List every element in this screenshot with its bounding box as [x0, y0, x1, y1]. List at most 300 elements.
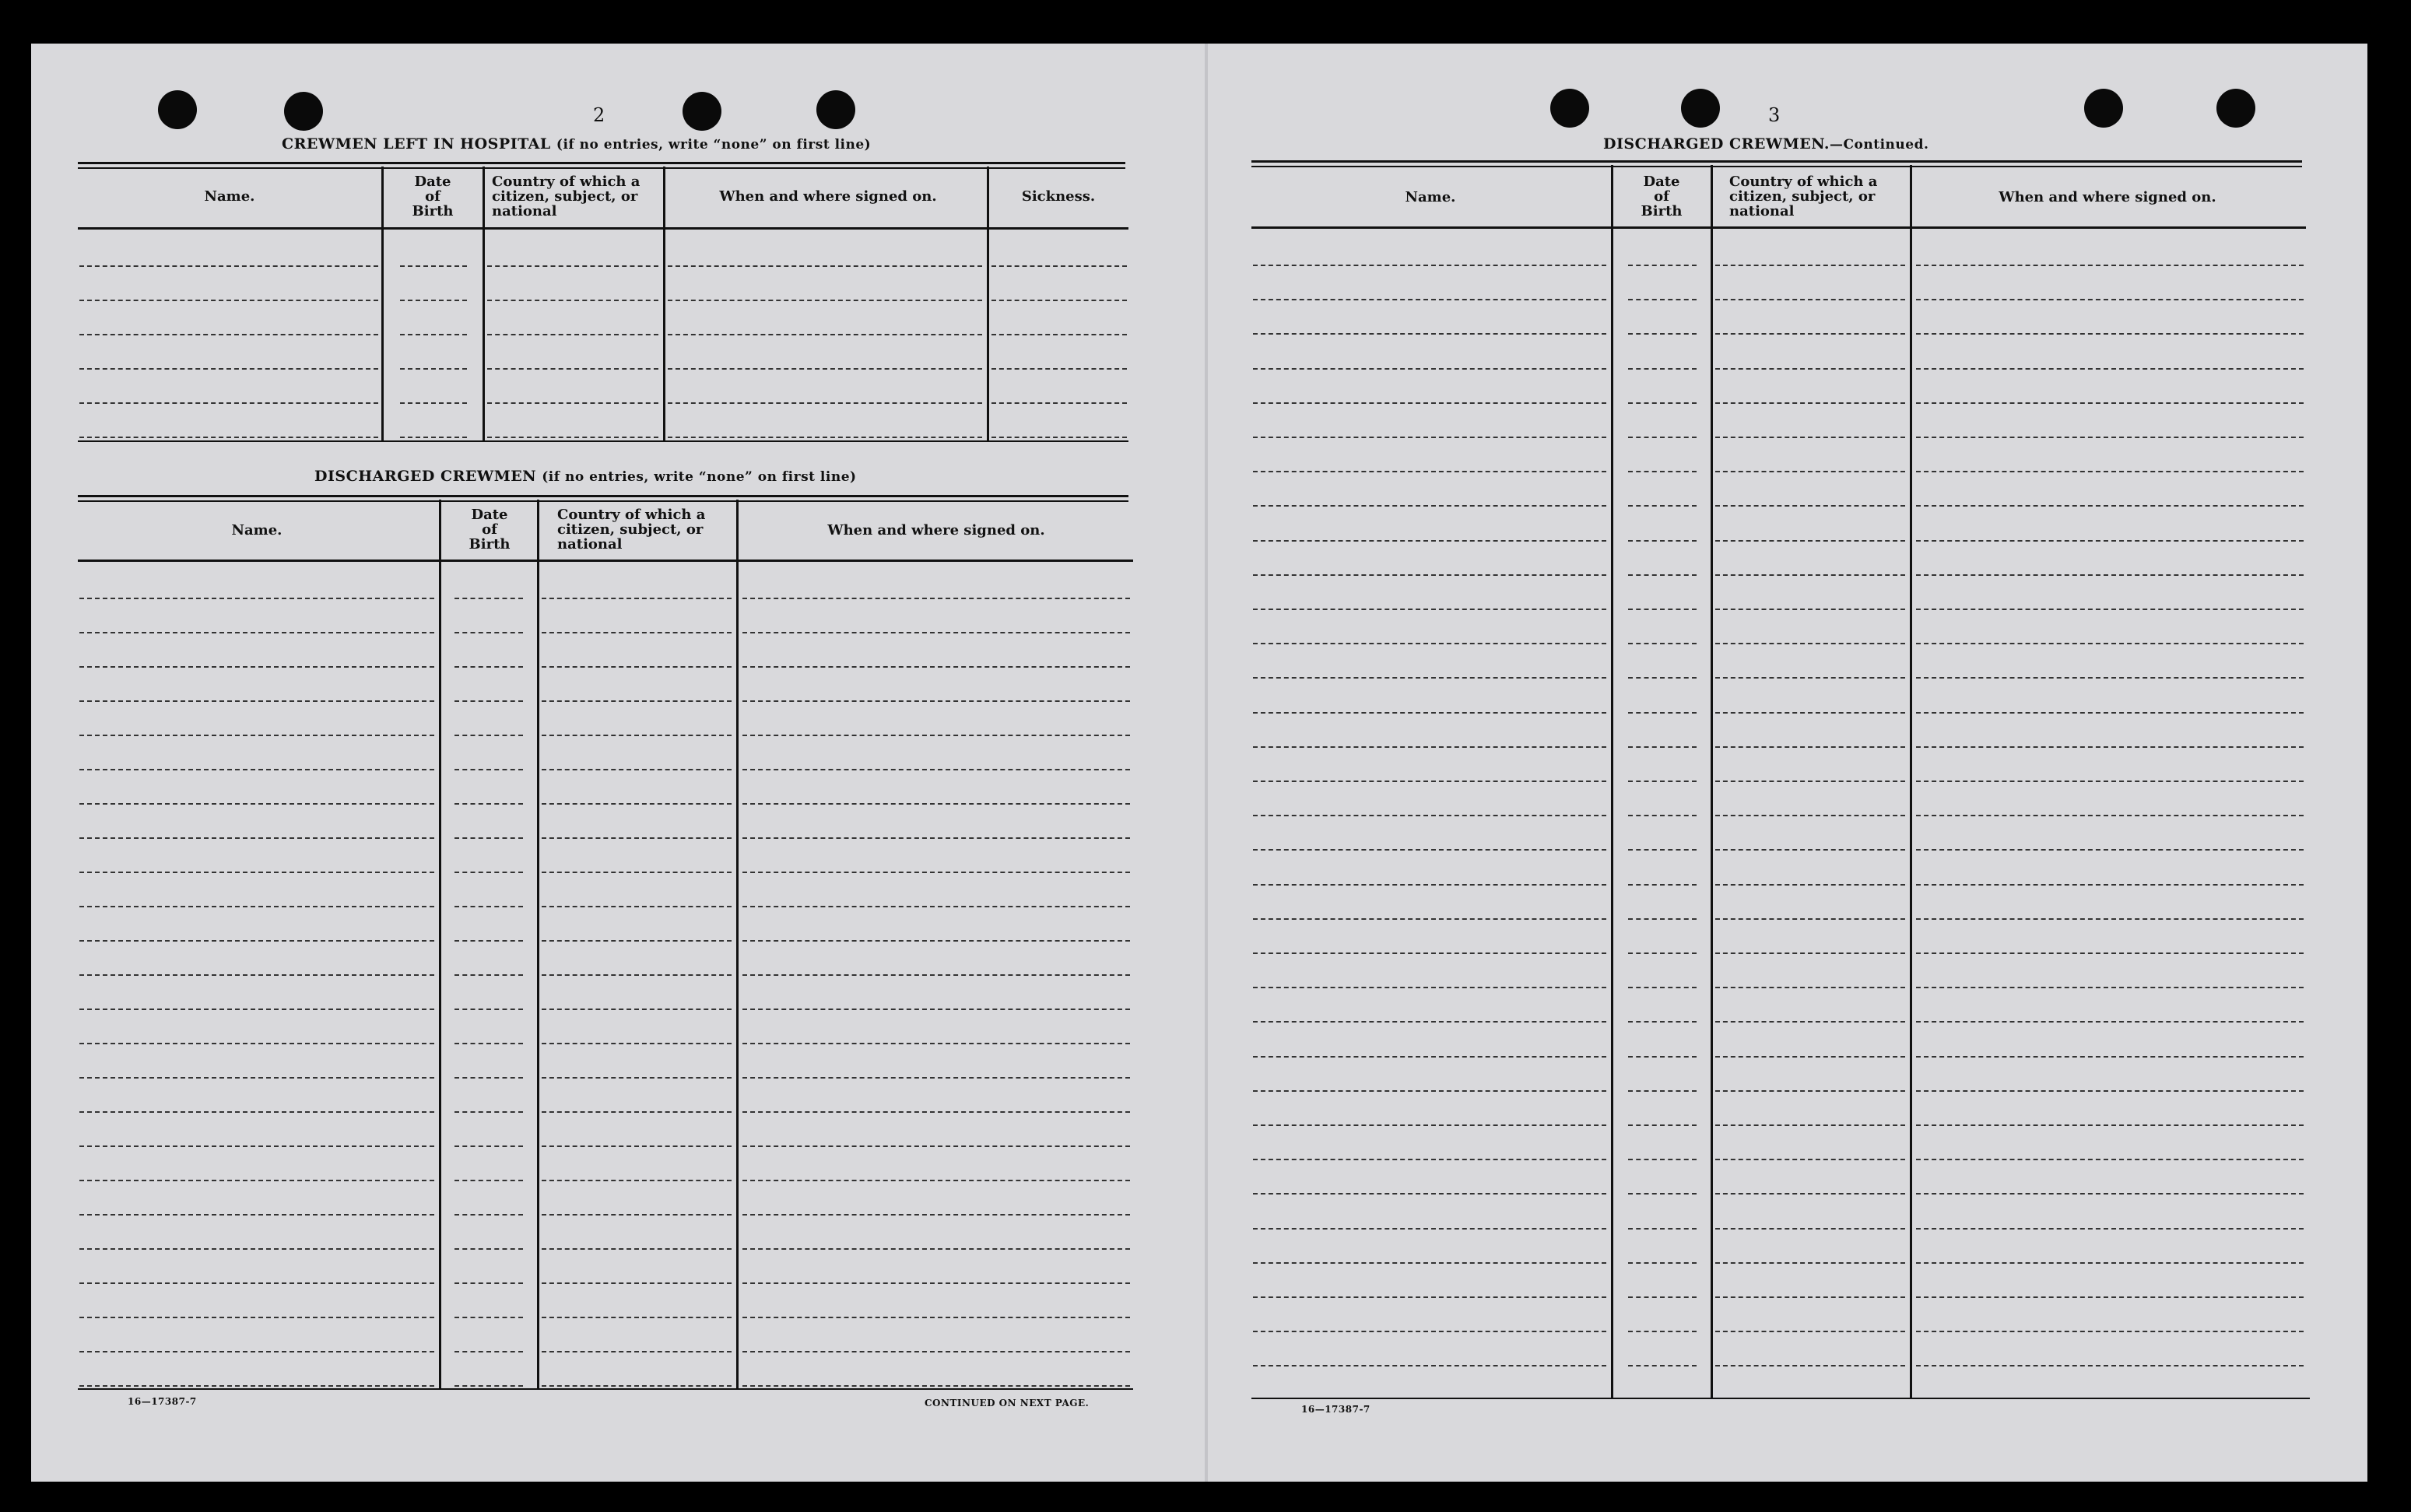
continued-column-divider [1711, 165, 1713, 1398]
continued-entry-line[interactable] [1916, 1124, 2304, 1126]
discharged-entry-line[interactable] [454, 735, 523, 736]
hospital-entry-line[interactable] [79, 402, 378, 404]
discharged-entry-line[interactable] [542, 906, 732, 907]
discharged-entry-line[interactable] [542, 1111, 732, 1113]
continued-entry-line[interactable] [1628, 333, 1697, 335]
discharged-entry-line[interactable] [542, 598, 732, 599]
hospital-entry-line[interactable] [487, 437, 658, 438]
discharged-entry-line[interactable] [79, 1180, 434, 1181]
continued-entry-line[interactable] [1715, 505, 1905, 507]
continued-entry-line[interactable] [1916, 643, 2304, 644]
discharged-entry-line[interactable] [454, 940, 523, 942]
continued-entry-line[interactable] [1916, 849, 2304, 851]
hospital-entry-line[interactable] [991, 300, 1127, 301]
punch-hole [284, 92, 323, 131]
discharged-entry-line[interactable] [79, 1317, 434, 1318]
continued-entry-line[interactable] [1628, 1090, 1697, 1092]
continued-entry-line[interactable] [1253, 746, 1606, 748]
hospital-entry-line[interactable] [79, 334, 378, 335]
hospital-title-text: CREWMEN LEFT IN HOSPITAL [282, 135, 551, 153]
continued-entry-line[interactable] [1715, 574, 1905, 576]
discharged-entry-line[interactable] [454, 666, 523, 668]
continued-entry-line[interactable] [1916, 815, 2304, 816]
discharged-entry-line[interactable] [79, 906, 434, 907]
discharged-entry-line[interactable] [79, 1351, 434, 1352]
hospital-entry-line[interactable] [991, 265, 1127, 267]
continued-entry-line[interactable] [1916, 333, 2304, 335]
discharged-entry-line[interactable] [542, 1043, 732, 1044]
discharged-entry-line[interactable] [742, 1351, 1130, 1352]
discharged-entry-line[interactable] [79, 666, 434, 668]
continued-entry-line[interactable] [1253, 1193, 1606, 1195]
hospital-entry-line[interactable] [487, 265, 658, 267]
discharged-entry-line[interactable] [454, 837, 523, 839]
punch-hole [2084, 89, 2123, 128]
hospital-entry-line[interactable] [487, 300, 658, 301]
continued-entry-line[interactable] [1916, 1262, 2304, 1264]
discharged-entry-line[interactable] [454, 1282, 523, 1284]
continued-entry-line[interactable] [1916, 918, 2304, 920]
punch-hole [158, 90, 197, 129]
discharged-entry-line[interactable] [542, 940, 732, 942]
continued-entry-line[interactable] [1916, 609, 2304, 610]
continued-entry-line[interactable] [1916, 437, 2304, 438]
discharged-entry-line[interactable] [454, 1180, 523, 1181]
discharged-entry-line[interactable] [742, 1385, 1130, 1387]
continued-entry-line[interactable] [1253, 1331, 1606, 1332]
hospital-column-divider [483, 167, 485, 440]
discharged-entry-line[interactable] [742, 1145, 1130, 1147]
discharged-entry-line[interactable] [742, 666, 1130, 668]
discharged-entry-line[interactable] [542, 700, 732, 702]
discharged-col-name-header: Name. [231, 522, 283, 538]
continued-entry-line[interactable] [1253, 1159, 1606, 1160]
continued-entry-line[interactable] [1253, 1090, 1606, 1092]
continued-entry-line[interactable] [1715, 1193, 1905, 1195]
discharged-entry-line[interactable] [79, 1248, 434, 1250]
hospital-entry-line[interactable] [400, 265, 467, 267]
discharged-entry-line[interactable] [454, 1214, 523, 1216]
continued-entry-line[interactable] [1916, 368, 2304, 370]
hospital-header-rule [78, 227, 1128, 230]
continued-entry-line[interactable] [1715, 677, 1905, 679]
discharged-entry-line[interactable] [454, 803, 523, 805]
punch-hole [683, 92, 721, 131]
discharged-entry-line[interactable] [742, 1009, 1130, 1010]
hospital-bottom-rule [78, 440, 1128, 442]
discharged-entry-line[interactable] [79, 1043, 434, 1044]
hospital-section-title [282, 135, 871, 153]
continued-entry-line[interactable] [1253, 402, 1606, 404]
hospital-entry-line[interactable] [991, 402, 1127, 404]
continued-entry-line[interactable] [1628, 368, 1697, 370]
discharged-entry-line[interactable] [542, 1180, 732, 1181]
discharged-header-rule [78, 560, 1133, 562]
discharged-entry-line[interactable] [79, 1077, 434, 1079]
discharged-entry-line[interactable] [742, 1077, 1130, 1079]
discharged-entry-line[interactable] [454, 872, 523, 873]
continued-entry-line[interactable] [1715, 815, 1905, 816]
continued-entry-line[interactable] [1628, 1296, 1697, 1298]
continued-entry-line[interactable] [1916, 677, 2304, 679]
continued-entry-line[interactable] [1253, 1056, 1606, 1058]
hospital-col-name-header: Name. [204, 188, 255, 205]
discharged-title-text: DISCHARGED CREWMEN [314, 468, 537, 485]
discharged-entry-line[interactable] [454, 1077, 523, 1079]
continued-entry-line[interactable] [1253, 299, 1606, 300]
continued-entry-line[interactable] [1628, 609, 1697, 610]
continued-entry-line[interactable] [1253, 333, 1606, 335]
continued-entry-line[interactable] [1715, 402, 1905, 404]
discharged-entry-line[interactable] [542, 1214, 732, 1216]
continued-entry-line[interactable] [1628, 1021, 1697, 1023]
discharged-entry-line[interactable] [542, 837, 732, 839]
discharged-entry-line[interactable] [742, 803, 1130, 805]
continued-entry-line[interactable] [1916, 540, 2304, 542]
discharged-entry-line[interactable] [79, 632, 434, 633]
discharged-entry-line[interactable] [454, 598, 523, 599]
discharged-entry-line[interactable] [742, 1214, 1130, 1216]
discharged-entry-line[interactable] [79, 940, 434, 942]
continued-entry-line[interactable] [1916, 712, 2304, 714]
continued-entry-line[interactable] [1253, 643, 1606, 644]
continued-entry-line[interactable] [1628, 1159, 1697, 1160]
discharged-entry-line[interactable] [542, 1248, 732, 1250]
continued-entry-line[interactable] [1253, 505, 1606, 507]
continued-entry-line[interactable] [1628, 1262, 1697, 1264]
continued-entry-line[interactable] [1715, 952, 1905, 954]
discharged-entry-line[interactable] [742, 632, 1130, 633]
continued-entry-line[interactable] [1715, 643, 1905, 644]
continued-entry-line[interactable] [1916, 1056, 2304, 1058]
discharged-entry-line[interactable] [742, 906, 1130, 907]
continued-entry-line[interactable] [1253, 368, 1606, 370]
discharged-entry-line[interactable] [542, 1077, 732, 1079]
discharged-entry-line[interactable] [542, 632, 732, 633]
discharged-entry-line[interactable] [742, 872, 1130, 873]
hospital-entry-line[interactable] [400, 437, 467, 438]
discharged-entry-line[interactable] [542, 1282, 732, 1284]
continued-entry-line[interactable] [1715, 884, 1905, 886]
discharged-column-divider [736, 500, 739, 1388]
discharged-entry-line[interactable] [542, 769, 732, 770]
continued-top-rule [1251, 160, 2302, 163]
continued-entry-line[interactable] [1253, 540, 1606, 542]
continued-entry-line[interactable] [1253, 437, 1606, 438]
hospital-entry-line[interactable] [668, 300, 982, 301]
discharged-entry-line[interactable] [542, 974, 732, 976]
hospital-entry-line[interactable] [79, 368, 378, 370]
continued-entry-line[interactable] [1916, 1090, 2304, 1092]
discharged-entry-line[interactable] [742, 974, 1130, 976]
continued-entry-line[interactable] [1715, 1090, 1905, 1092]
punch-hole [1681, 89, 1720, 128]
continued-col-country-header: Country of which a citizen, subject, or national [1729, 174, 1878, 219]
discharged-continued-title [1603, 135, 1928, 153]
hospital-entry-line[interactable] [487, 368, 658, 370]
continued-entry-line[interactable] [1916, 574, 2304, 576]
continued-entry-line[interactable] [1715, 1331, 1905, 1332]
discharged-entry-line[interactable] [454, 1351, 523, 1352]
continued-entry-line[interactable] [1253, 781, 1606, 782]
hospital-entry-line[interactable] [991, 437, 1127, 438]
discharged-entry-line[interactable] [742, 1180, 1130, 1181]
hospital-entry-line[interactable] [400, 334, 467, 335]
continued-entry-line[interactable] [1715, 1296, 1905, 1298]
continued-entry-line[interactable] [1628, 1228, 1697, 1230]
continued-entry-line[interactable] [1916, 471, 2304, 472]
continued-entry-line[interactable] [1916, 1331, 2304, 1332]
continued-entry-line[interactable] [1253, 609, 1606, 610]
continued-entry-line[interactable] [1628, 712, 1697, 714]
continued-entry-line[interactable] [1715, 1021, 1905, 1023]
discharged-entry-line[interactable] [542, 872, 732, 873]
discharged-entry-line[interactable] [542, 1009, 732, 1010]
discharged-entry-line[interactable] [79, 1111, 434, 1113]
continued-entry-line[interactable] [1253, 884, 1606, 886]
discharged-entry-line[interactable] [79, 803, 434, 805]
continued-entry-line[interactable] [1916, 987, 2304, 988]
continued-entry-line[interactable] [1628, 574, 1697, 576]
hospital-entry-line[interactable] [79, 300, 378, 301]
page-fold [1205, 44, 1208, 1482]
discharged-col-signed-header: When and where signed on. [827, 522, 1045, 538]
continued-top-rule-2 [1251, 166, 2302, 167]
hospital-top-rule-2 [78, 167, 1125, 169]
discharged-entry-line[interactable] [454, 1248, 523, 1250]
continued-entry-line[interactable] [1628, 815, 1697, 816]
discharged-entry-line[interactable] [742, 598, 1130, 599]
continued-col-signed-header: When and where signed on. [1999, 189, 2216, 205]
discharged-entry-line[interactable] [79, 769, 434, 770]
continued-entry-line[interactable] [1916, 1021, 2304, 1023]
hospital-entry-line[interactable] [991, 334, 1127, 335]
discharged-top-rule-2 [78, 500, 1128, 502]
discharged-entry-line[interactable] [454, 1145, 523, 1147]
discharged-entry-line[interactable] [454, 769, 523, 770]
continued-entry-line[interactable] [1715, 1159, 1905, 1160]
continued-entry-line[interactable] [1628, 677, 1697, 679]
discharged-entry-line[interactable] [79, 1214, 434, 1216]
discharged-entry-line[interactable] [454, 1385, 523, 1387]
continued-entry-line[interactable] [1916, 781, 2304, 782]
discharged-section-title [314, 468, 857, 485]
continued-entry-line[interactable] [1916, 1296, 2304, 1298]
discharged-entry-line[interactable] [79, 1009, 434, 1010]
discharged-entry-line[interactable] [454, 1043, 523, 1044]
continued-entry-line[interactable] [1715, 471, 1905, 472]
hospital-entry-line[interactable] [400, 300, 467, 301]
hospital-entry-line[interactable] [400, 402, 467, 404]
continued-entry-line[interactable] [1253, 265, 1606, 266]
discharged-column-divider [537, 500, 539, 1388]
discharged-entry-line[interactable] [454, 632, 523, 633]
hospital-entry-line[interactable] [487, 402, 658, 404]
discharged-entry-line[interactable] [79, 598, 434, 599]
discharged-entry-line[interactable] [742, 1282, 1130, 1284]
continued-entry-line[interactable] [1715, 540, 1905, 542]
discharged-entry-line[interactable] [742, 769, 1130, 770]
discharged-entry-line[interactable] [742, 735, 1130, 736]
continued-col-name-header: Name. [1405, 189, 1456, 205]
discharged-entry-line[interactable] [79, 974, 434, 976]
continued-entry-line[interactable] [1715, 746, 1905, 748]
continued-entry-line[interactable] [1916, 1159, 2304, 1160]
continued-entry-line[interactable] [1715, 849, 1905, 851]
continued-entry-line[interactable] [1253, 815, 1606, 816]
continued-entry-line[interactable] [1715, 1262, 1905, 1264]
continued-entry-line[interactable] [1253, 987, 1606, 988]
continued-entry-line[interactable] [1715, 368, 1905, 370]
hospital-entry-line[interactable] [668, 368, 982, 370]
continued-entry-line[interactable] [1715, 918, 1905, 920]
continued-entry-line[interactable] [1628, 1124, 1697, 1126]
continued-entry-line[interactable] [1916, 505, 2304, 507]
continued-entry-line[interactable] [1715, 265, 1905, 266]
continued-entry-line[interactable] [1253, 952, 1606, 954]
continued-entry-line[interactable] [1253, 849, 1606, 851]
discharged-entry-line[interactable] [542, 735, 732, 736]
continued-entry-line[interactable] [1916, 1228, 2304, 1230]
continued-entry-line[interactable] [1628, 643, 1697, 644]
continued-entry-line[interactable] [1253, 574, 1606, 576]
continued-entry-line[interactable] [1628, 402, 1697, 404]
discharged-entry-line[interactable] [742, 940, 1130, 942]
discharged-entry-line[interactable] [542, 803, 732, 805]
continued-entry-line[interactable] [1628, 952, 1697, 954]
continued-note: CONTINUED ON NEXT PAGE. [925, 1398, 1090, 1409]
discharged-entry-line[interactable] [742, 1043, 1130, 1044]
continued-entry-line[interactable] [1628, 1365, 1697, 1366]
hospital-entry-line[interactable] [79, 265, 378, 267]
discharged-entry-line[interactable] [454, 906, 523, 907]
discharged-entry-line[interactable] [454, 1009, 523, 1010]
continued-entry-line[interactable] [1715, 333, 1905, 335]
page-number-right: 3 [1768, 104, 1781, 126]
hospital-entry-line[interactable] [79, 437, 378, 438]
discharged-entry-line[interactable] [742, 700, 1130, 702]
continued-entry-line[interactable] [1715, 987, 1905, 988]
continued-entry-line[interactable] [1916, 746, 2304, 748]
discharged-entry-line[interactable] [542, 1351, 732, 1352]
continued-entry-line[interactable] [1715, 299, 1905, 300]
continued-entry-line[interactable] [1253, 712, 1606, 714]
continued-entry-line[interactable] [1628, 1193, 1697, 1195]
continued-entry-line[interactable] [1628, 918, 1697, 920]
continued-col-dob-header: Date of Birth [1641, 174, 1683, 219]
hospital-entry-line[interactable] [668, 402, 982, 404]
hospital-entry-line[interactable] [991, 368, 1127, 370]
discharged-entry-line[interactable] [542, 1145, 732, 1147]
continued-entry-line[interactable] [1715, 1056, 1905, 1058]
continued-entry-line[interactable] [1628, 437, 1697, 438]
punch-hole [816, 90, 855, 129]
discharged-entry-line[interactable] [742, 1111, 1130, 1113]
discharged-entry-line[interactable] [742, 1317, 1130, 1318]
hospital-column-divider [663, 167, 665, 440]
continued-entry-line[interactable] [1253, 1262, 1606, 1264]
hospital-entry-line[interactable] [668, 265, 982, 267]
hospital-entry-line[interactable] [668, 437, 982, 438]
hospital-column-divider [381, 167, 384, 440]
continued-entry-line[interactable] [1916, 952, 2304, 954]
continued-entry-line[interactable] [1628, 1331, 1697, 1332]
continued-entry-line[interactable] [1715, 1365, 1905, 1366]
hospital-entry-line[interactable] [400, 368, 467, 370]
continued-entry-line[interactable] [1715, 609, 1905, 610]
continued-entry-line[interactable] [1715, 437, 1905, 438]
continued-entry-line[interactable] [1628, 299, 1697, 300]
discharged-entry-line[interactable] [454, 974, 523, 976]
continued-entry-line[interactable] [1628, 540, 1697, 542]
continued-entry-line[interactable] [1916, 884, 2304, 886]
hospital-entry-line[interactable] [668, 334, 982, 335]
continued-entry-line[interactable] [1628, 987, 1697, 988]
continued-entry-line[interactable] [1916, 1365, 2304, 1366]
continued-entry-line[interactable] [1253, 918, 1606, 920]
discharged-entry-line[interactable] [79, 872, 434, 873]
discharged-col-dob-header: Date of Birth [469, 507, 511, 553]
discharged-entry-line[interactable] [542, 1385, 732, 1387]
continued-entry-line[interactable] [1628, 505, 1697, 507]
discharged-entry-line[interactable] [542, 666, 732, 668]
continued-entry-line[interactable] [1715, 1124, 1905, 1126]
continued-entry-line[interactable] [1253, 1124, 1606, 1126]
discharged-entry-line[interactable] [454, 700, 523, 702]
continued-entry-line[interactable] [1253, 1365, 1606, 1366]
continued-entry-line[interactable] [1916, 1193, 2304, 1195]
discharged-entry-line[interactable] [742, 1248, 1130, 1250]
continued-entry-line[interactable] [1628, 265, 1697, 266]
discharged-entry-line[interactable] [79, 1145, 434, 1147]
continued-entry-line[interactable] [1628, 884, 1697, 886]
discharged-entry-line[interactable] [454, 1111, 523, 1113]
discharged-entry-line[interactable] [79, 735, 434, 736]
continued-entry-line[interactable] [1715, 1228, 1905, 1230]
continued-entry-line[interactable] [1916, 299, 2304, 300]
hospital-entry-line[interactable] [487, 334, 658, 335]
discharged-entry-line[interactable] [79, 700, 434, 702]
discharged-entry-line[interactable] [542, 1317, 732, 1318]
continued-entry-line[interactable] [1628, 471, 1697, 472]
continued-entry-line[interactable] [1715, 712, 1905, 714]
continued-entry-line[interactable] [1916, 265, 2304, 266]
discharged-entry-line[interactable] [79, 1385, 434, 1387]
continued-entry-line[interactable] [1715, 781, 1905, 782]
hospital-column-divider [987, 167, 989, 440]
continued-entry-line[interactable] [1253, 677, 1606, 679]
discharged-entry-line[interactable] [79, 1282, 434, 1284]
continued-entry-line[interactable] [1628, 781, 1697, 782]
continued-entry-line[interactable] [1628, 746, 1697, 748]
continued-entry-line[interactable] [1628, 1056, 1697, 1058]
continued-entry-line[interactable] [1628, 849, 1697, 851]
continued-entry-line[interactable] [1916, 402, 2304, 404]
punch-hole [1550, 89, 1589, 128]
discharged-entry-line[interactable] [79, 837, 434, 839]
discharged-entry-line[interactable] [742, 837, 1130, 839]
continued-entry-line[interactable] [1253, 1021, 1606, 1023]
discharged-entry-line[interactable] [454, 1317, 523, 1318]
hospital-top-rule [78, 162, 1125, 164]
continued-title-text: DISCHARGED CREWMEN. [1603, 135, 1830, 153]
continued-entry-line[interactable] [1253, 1296, 1606, 1298]
continued-entry-line[interactable] [1253, 1228, 1606, 1230]
continued-bottom-rule [1251, 1398, 2310, 1399]
page-number-left: 2 [593, 104, 605, 126]
continued-entry-line[interactable] [1253, 471, 1606, 472]
continued-column-divider [1910, 165, 1912, 1398]
